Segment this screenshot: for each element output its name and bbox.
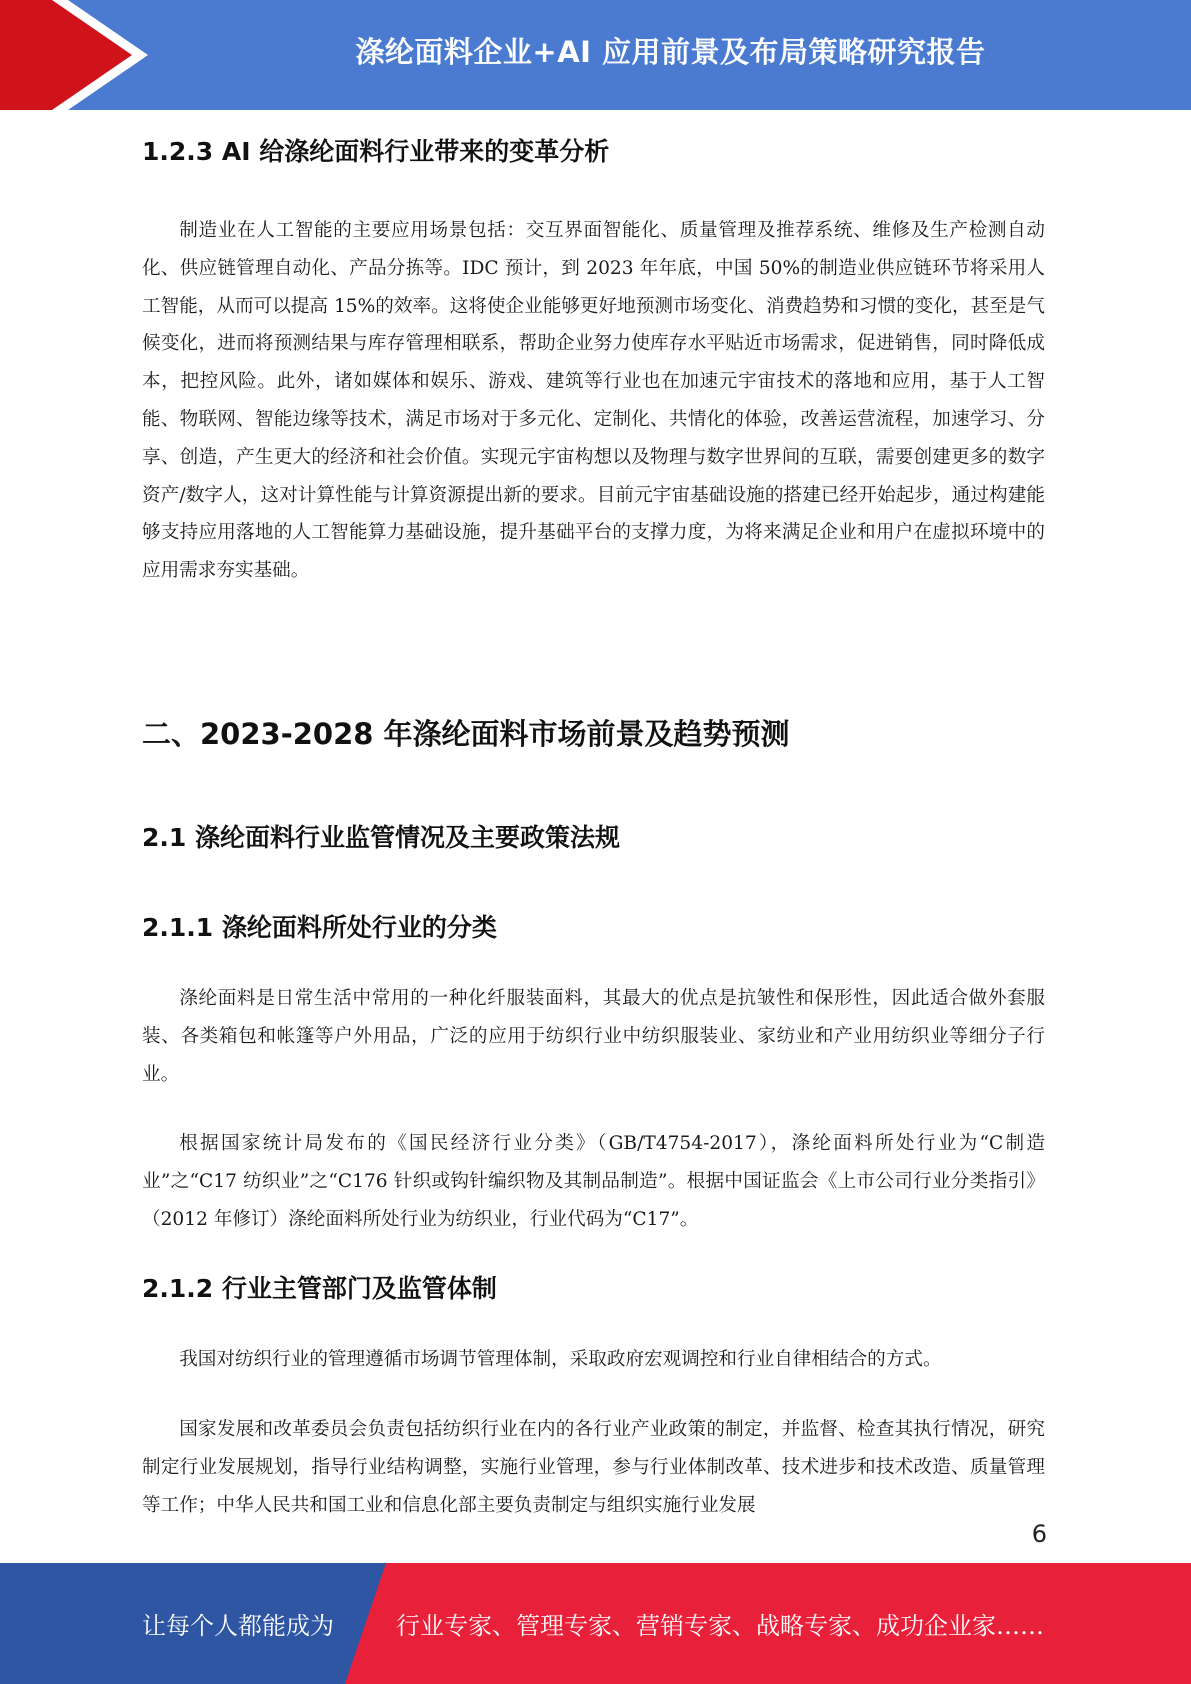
footer-banner	[0, 1563, 1191, 1684]
section-heading-2-1-2: 2.1.2 行业主管部门及监管体制	[142, 1274, 497, 1303]
footer-slogan-right: 行业专家、管理专家、营销专家、战略专家、成功企业家……	[396, 1612, 1044, 1640]
paragraph-2-1-1-a: 涤纶面料是日常生活中常用的一种化纤服装面料，其最大的优点是抗皱性和保形性，因此适合做外套服装、各类箱包和帐篷等户外用品，广泛的应用于纺织行业中纺织服装业、家纺业和产业用纺织业等细分子行业。	[142, 988, 1045, 1085]
paragraph-1-2-3: 制造业在人工智能的主要应用场景包括：交互界面智能化、质量管理及推荐系统、维修及生产检测自动化、供应链管理自动化、产品分拣等。IDC 预计，到 2023 年年底，中国 50%的制造业供应链环节将采用人工智能，从而可以提高 15%的效率。这将使企业能够更好地预测市场变化、消费趋势和习惯的变化，甚至是气候变化，进而将预测结果与库存管理相联系，帮助企业努力使库存水平贴近市场需求，促进销售，同时降低成本，把控风险。此外，诸如媒体和娱乐、游戏、建筑等行业也在加速元宇宙技术的落地和应用，基于人工智能、物联网、智能边缘等技术，满足市场对于多元化、定制化、共情化的体验，改善运营流程，加速学习、分享、创造，产生更大的经济和社会价值。实现元宇宙构想以及物理与数字世界间的互联，需要创建更多的数字资产/数字人，这对计算性能与计算资源提出新的要求。目前元宇宙基础设施的搭建已经开始起步，通过构建能够支持应用落地的人工智能算力基础设施，提升基础平台的支撑力度，为将来满足企业和用户在虚拟环境中的应用需求夯实基础。	[142, 220, 1045, 582]
page-number: 6	[1031, 1520, 1047, 1548]
paragraph-2-1-2-a: 我国对纺织行业的管理遵循市场调节管理体制，采取政府宏观调控和行业自律相结合的方式。	[179, 1349, 942, 1370]
header-banner	[0, 0, 1191, 110]
section-heading-2-1: 2.1 涤纶面料行业监管情况及主要政策法规	[142, 823, 620, 852]
paragraph-2-1-1-b: 根据国家统计局发布的《国民经济行业分类》（GB/T4754-2017），涤纶面料所处行业为“C制造业”之“C17 纺织业”之“C176 针织或钩针编织物及其制品制造”。根据中国证监会《上市公司行业分类指引》（2012 年修订）涤纶面料所处行业为纺织业，行业代码为“C17”。	[142, 1133, 1045, 1230]
footer-slogan-left: 让每个人都能成为	[142, 1612, 334, 1640]
report-title: 涤纶面料企业+AI 应用前景及布局策略研究报告	[355, 34, 986, 69]
paragraph-2-1-2-b: 国家发展和改革委员会负责包括纺织行业在内的各行业产业政策的制定，并监督、检查其执行情况，研究制定行业发展规划，指导行业结构调整，实施行业管理，参与行业体制改革、技术进步和技术改造、质量管理等工作；中华人民共和国工业和信息化部主要负责制定与组织实施行业发展	[142, 1419, 1045, 1516]
chapter-heading-2: 二、2023-2028 年涤纶面料市场前景及趋势预测	[142, 717, 790, 751]
section-heading-1-2-3: 1.2.3 AI 给涤纶面料行业带来的变革分析	[142, 137, 610, 166]
section-heading-2-1-1: 2.1.1 涤纶面料所处行业的分类	[142, 913, 497, 942]
